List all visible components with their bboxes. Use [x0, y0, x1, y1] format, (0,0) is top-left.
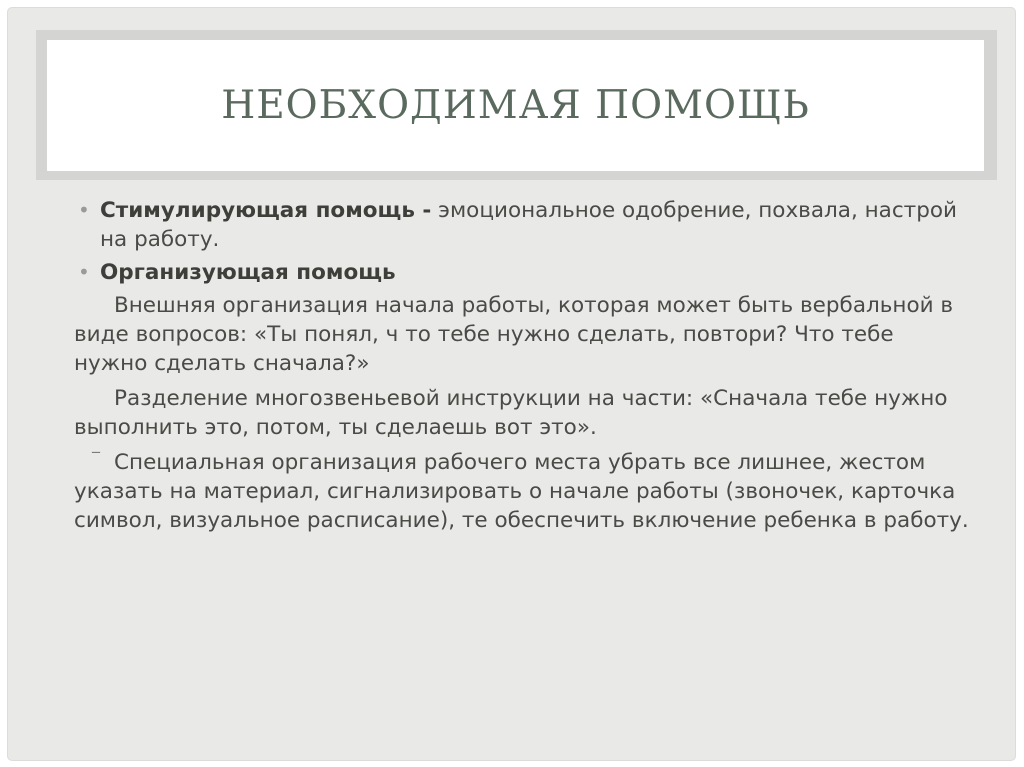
bullet-term: Стимулирующая помощь - [100, 198, 432, 223]
bullet-term: Организующая помощь [100, 260, 396, 285]
slide-content [70, 196, 970, 541]
bullet-item [70, 196, 970, 254]
slide-title: НЕОБХОДИМАЯ ПОМОЩЬ [221, 83, 810, 128]
bullet-dot-icon: • [78, 260, 90, 284]
paragraph-text: Специальная организация рабочего места убрать все лишнее, жестом указать на материал, сигнализировать о начале работы (звоночек, карточка символ, визуальное расписание), те обеспечить включение ребенка в работу. [74, 450, 969, 533]
dash-icon: ‾ [92, 449, 100, 468]
bullet-dot-icon: • [78, 198, 90, 222]
title-frame [36, 30, 997, 180]
paragraph: Внешняя организация начала работы, которая может быть вербальной в виде вопросов: «Ты понял, ч то тебе нужно сделать, повтори? Что тебе нужно сделать сначала?» [74, 293, 954, 376]
bullet-item [70, 258, 970, 287]
slide [8, 8, 1015, 760]
paragraph: Разделение многозвеньевой инструкции на части: «Сначала тебе нужно выполнить это, потом, ты сделаешь вот это». [74, 386, 948, 440]
bullet-description: эмоциональное одобрение, похвала, настрой на работу. [100, 198, 957, 252]
paragraph-with-dash [74, 448, 970, 535]
title-box [47, 40, 984, 171]
